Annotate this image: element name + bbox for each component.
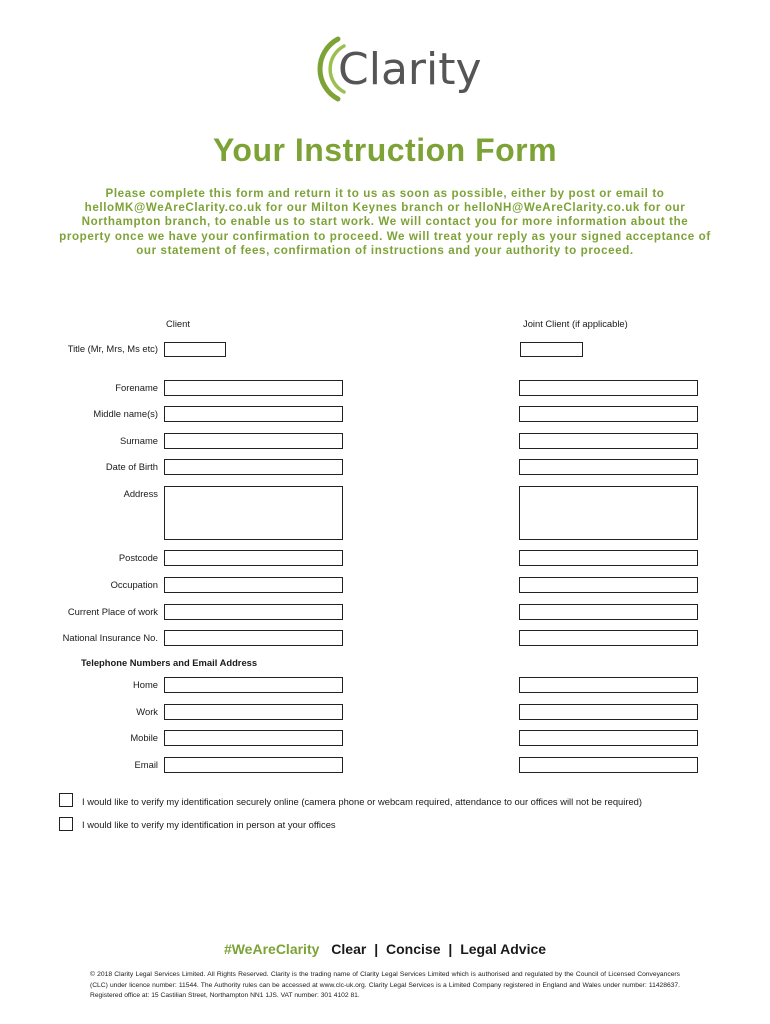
joint-client-column-header: Joint Client (if applicable) [523, 318, 628, 329]
occupation-label: Occupation [110, 579, 158, 590]
client-mobile-input[interactable] [164, 730, 343, 746]
joint-ni-input[interactable] [519, 630, 698, 646]
joint-title-input[interactable] [520, 342, 583, 357]
client-ni-input[interactable] [164, 630, 343, 646]
page-title: Your Instruction Form [212, 132, 558, 168]
workplace-label: Current Place of work [67, 606, 158, 617]
client-address-input[interactable] [164, 486, 343, 540]
forename-label: Forename [115, 382, 158, 393]
verify-online-checkbox[interactable] [59, 793, 73, 807]
work-label: Work [136, 706, 158, 717]
client-email-input[interactable] [164, 757, 343, 773]
client-dob-input[interactable] [164, 459, 343, 475]
client-forename-input[interactable] [164, 380, 343, 396]
hashtag: #WeAreClarity [223, 941, 320, 957]
joint-occupation-input[interactable] [519, 577, 698, 593]
tagline-separator: | [374, 941, 379, 957]
client-workplace-input[interactable] [164, 604, 343, 620]
tagline-clear: Clear [331, 941, 367, 957]
middle-name-label: Middle name(s) [93, 408, 158, 419]
joint-home-phone-input[interactable] [519, 677, 698, 693]
tagline-separator: | [448, 941, 453, 957]
ni-label: National Insurance No. [62, 632, 158, 643]
joint-mobile-input[interactable] [519, 730, 698, 746]
joint-workplace-input[interactable] [519, 604, 698, 620]
surname-label: Surname [119, 435, 158, 446]
joint-forename-input[interactable] [519, 380, 698, 396]
title-label: Title (Mr, Mrs, Ms etc) [67, 343, 158, 354]
legal-notice: © 2018 Clarity Legal Services Limited. All Rights Reserved. Clarity is the trading name of Clarity Legal Services Limited which is authorised and regulated by the Council of Licensed Conveyancers (CLC) under licence number: 11544. The Authority rules can be accessed at www.clc-uk.org. Clarity Legal Services is a Limited Company registered in England and Wales under number: 11428637. Registered office at: 15 Castilian Street, Northampton NN1 1JS. VAT number: 301 4102 81. [90, 971, 680, 999]
intro-text: Please complete this form and return it to us as soon as possible, either by post or email to helloMK@WeAreClarity.co.uk for our Milton Keynes branch or helloNH@WeAreClarity.co.uk for our Northampton branch, to enable us to start work. We will contact you for more information about the property once we have your confirmation to proceed. We will treat your reply as your signed acceptance of our statement of fees, confirmation of instructions and your authority to proceed. [59, 187, 711, 257]
client-middle-name-input[interactable] [164, 406, 343, 422]
mobile-label: Mobile [130, 732, 158, 743]
contact-section-heading: Telephone Numbers and Email Address [81, 657, 258, 668]
client-column-header: Client [166, 318, 190, 329]
footer-tagline [0, 941, 770, 957]
client-title-input[interactable] [164, 342, 226, 357]
client-postcode-input[interactable] [164, 550, 343, 566]
joint-postcode-input[interactable] [519, 550, 698, 566]
verify-in-person-label: I would like to verify my identification in person at your offices [82, 819, 336, 830]
joint-surname-input[interactable] [519, 433, 698, 449]
email-label: Email [134, 759, 158, 770]
tagline-legal-advice: Legal Advice [460, 941, 547, 957]
home-label: Home [132, 679, 158, 690]
joint-dob-input[interactable] [519, 459, 698, 475]
logo-wordmark: Clarity [338, 44, 482, 95]
client-surname-input[interactable] [164, 433, 343, 449]
client-work-phone-input[interactable] [164, 704, 343, 720]
joint-email-input[interactable] [519, 757, 698, 773]
joint-middle-name-input[interactable] [519, 406, 698, 422]
verify-in-person-checkbox[interactable] [59, 817, 73, 831]
client-home-phone-input[interactable] [164, 677, 343, 693]
joint-work-phone-input[interactable] [519, 704, 698, 720]
joint-address-input[interactable] [519, 486, 698, 540]
tagline-concise: Concise [386, 941, 441, 957]
client-occupation-input[interactable] [164, 577, 343, 593]
verify-online-label: I would like to verify my identification securely online (camera phone or webcam required, attendance to our offices will not be required) [82, 796, 643, 807]
address-label: Address [123, 488, 158, 499]
postcode-label: Postcode [118, 552, 158, 563]
dob-label: Date of Birth [105, 461, 158, 472]
